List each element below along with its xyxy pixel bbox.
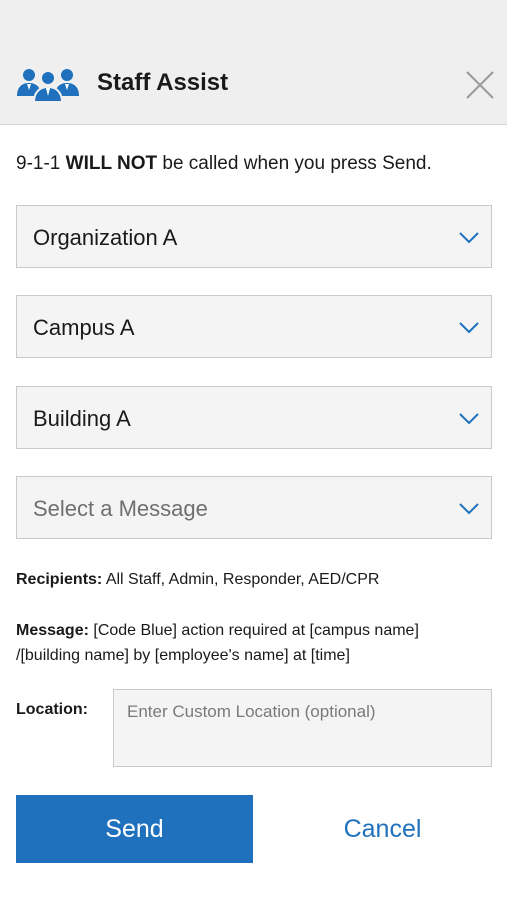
chevron-down-icon [458, 321, 480, 335]
notice-prefix: 9-1-1 [16, 153, 66, 174]
message-select[interactable] [16, 476, 492, 539]
message-preview-line-1 [16, 618, 419, 643]
recipients-value: All Staff, Admin, Responder, AED/CPR [102, 571, 380, 588]
organization-select[interactable] [16, 205, 492, 268]
custom-location-input[interactable] [113, 689, 492, 767]
location-label: Location: [16, 701, 88, 718]
organization-select-value: Organization A [33, 225, 178, 250]
building-select-value: Building A [33, 406, 131, 431]
message-label: Message: [16, 622, 89, 639]
recipients-label: Recipients: [16, 571, 103, 588]
message-select-placeholder: Select a Message [33, 496, 208, 521]
staff-group-icon [16, 66, 80, 102]
cancel-button[interactable]: Cancel [300, 795, 465, 863]
message-text-1: [Code Blue] action required at [campus name] [88, 622, 419, 639]
header-bar [0, 0, 507, 125]
close-icon[interactable] [465, 70, 495, 100]
recipients-info [16, 567, 379, 592]
emergency-notice [16, 153, 432, 175]
send-button[interactable]: Send [16, 795, 253, 863]
notice-emphasis: WILL NOT [65, 153, 158, 174]
campus-select-value: Campus A [33, 315, 135, 340]
page-title: Staff Assist [97, 69, 229, 96]
campus-select[interactable] [16, 295, 492, 358]
chevron-down-icon [458, 502, 480, 516]
chevron-down-icon [458, 231, 480, 245]
building-select[interactable] [16, 386, 492, 449]
chevron-down-icon [458, 412, 480, 426]
message-preview [16, 618, 419, 668]
message-text-2: /[building name] by [employee's name] at [time] [16, 647, 350, 664]
notice-suffix: be called when you press Send. [157, 153, 432, 174]
